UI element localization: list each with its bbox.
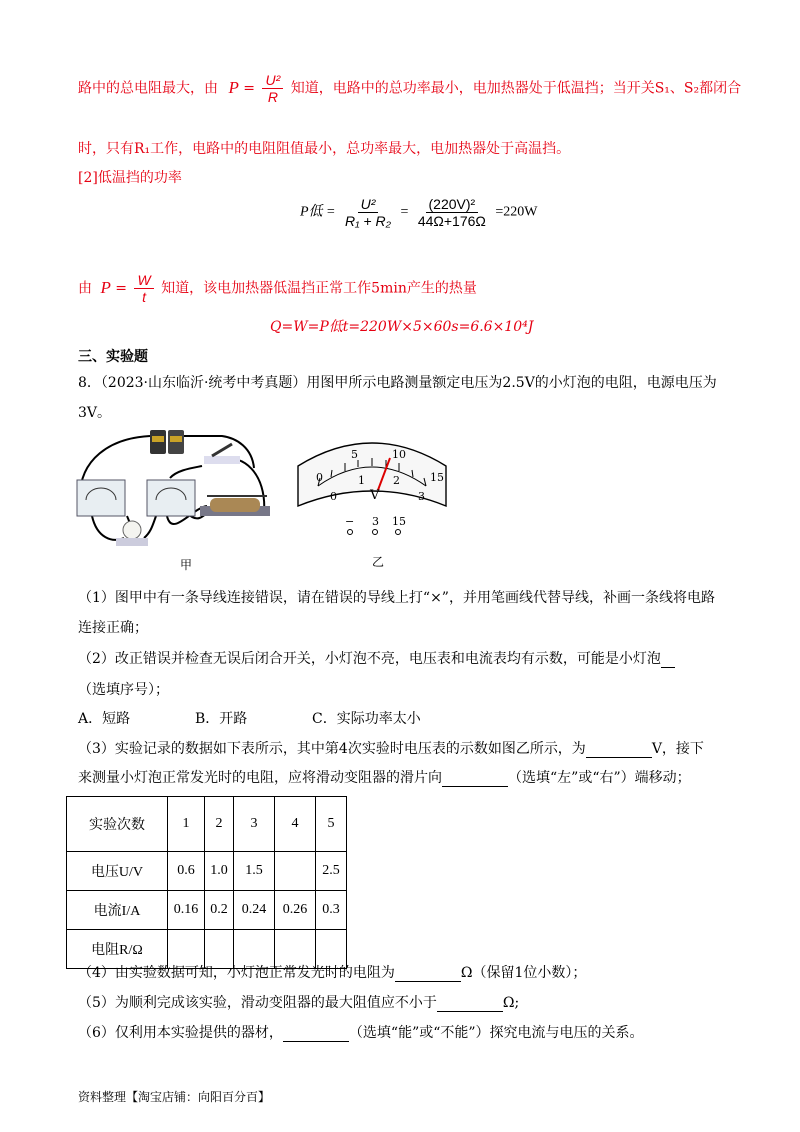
wire xyxy=(144,513,157,538)
answer-blank-q4[interactable] xyxy=(395,965,461,982)
q3-text: 来测量小灯泡正常发光时的电阻，应将滑动变阻器的滑片向 xyxy=(78,770,442,786)
equals-sign: = xyxy=(400,204,409,220)
fraction-u2-over-r xyxy=(262,72,283,105)
table-header-row xyxy=(67,797,347,852)
terminal-neg: − xyxy=(345,515,355,528)
answer-blank-q3-direction[interactable] xyxy=(442,770,508,787)
light-bulb xyxy=(116,521,148,546)
table-header-cell: 实验次数 xyxy=(67,797,168,852)
q2-text: （2）改正错误并检查无误后闭合开关，小灯泡不亮，电压表和电流表均有示数，可能是小灯泡 xyxy=(78,651,661,667)
inner-tick-2: 2 xyxy=(393,474,400,487)
power-lhs: P低 = xyxy=(300,204,336,220)
table-cell: 0.3 xyxy=(316,891,347,930)
q1-line-2: 连接正确； xyxy=(78,620,148,636)
table-cell: 电阻R/Ω xyxy=(67,930,168,969)
inner-tick-0: 0 xyxy=(330,490,337,503)
inner-tick-1: 1 xyxy=(358,474,365,487)
table-cell: 0.26 xyxy=(275,891,316,930)
terminal-3: 3 xyxy=(372,515,379,528)
terminal-15: 15 xyxy=(392,515,406,528)
q6-line xyxy=(78,1022,730,1042)
table-header-cell: 5 xyxy=(316,797,347,852)
equals-sign: = xyxy=(115,280,128,297)
table-row xyxy=(67,852,347,891)
q4-line xyxy=(78,962,730,982)
solution-text: 知道，电路中的总功率最小，电加热器处于低温挡；当开关S₁、S₂都闭合 xyxy=(290,80,742,97)
option-c: C．实际功率太小 xyxy=(312,711,421,727)
table-cell: 电流I/A xyxy=(67,891,168,930)
q5-text: （5）为顺利完成该实验，滑动变阻器的最大阻值应不小于 xyxy=(78,995,437,1011)
power-result: =220W xyxy=(495,204,538,220)
rheostat xyxy=(200,496,270,516)
data-table xyxy=(66,796,347,969)
answer-blank-q5[interactable] xyxy=(437,995,503,1012)
q5-text: Ω; xyxy=(502,995,520,1011)
outer-tick-15: 15 xyxy=(430,471,444,484)
fraction-numerator: U² xyxy=(262,72,283,89)
voltmeter-device xyxy=(147,480,195,516)
q1-line-1: （1）图甲中有一条导线连接错误，请在错误的导线上打“×”，并用笔画线代替导线，补画一条线将电路 xyxy=(78,590,715,606)
fraction-numerator: U² xyxy=(358,196,379,213)
solution-text: 路中的总电阻最大，由 xyxy=(78,80,218,97)
fraction-u2-over-r1r2 xyxy=(342,196,394,229)
outer-tick-0: 0 xyxy=(316,471,323,484)
q4-text: Ω（保留1位小数）； xyxy=(460,965,587,981)
fraction-numerator: (220V)² xyxy=(426,196,479,213)
solution-text: 由 xyxy=(78,280,92,297)
table-header-cell: 2 xyxy=(205,797,234,852)
outer-tick-5: 5 xyxy=(351,448,358,461)
answer-blank-q3-voltage[interactable] xyxy=(586,741,652,758)
table-cell: 1.5 xyxy=(234,852,275,891)
q2-line-1 xyxy=(78,648,730,668)
part2-label: [2]低温挡的功率 xyxy=(78,170,182,186)
solution-line-1 xyxy=(78,72,742,105)
switch xyxy=(204,444,240,464)
figure-b-label: 乙 xyxy=(372,555,385,569)
formula-p: P xyxy=(228,77,239,97)
voltmeter-unit: V xyxy=(370,488,380,503)
formula-p: P xyxy=(100,277,111,297)
table-header-cell: 4 xyxy=(275,797,316,852)
figure-a-label: 甲 xyxy=(180,558,193,572)
option-b: B．开路 xyxy=(195,711,248,727)
solution-text: 知道，该电加热器低温挡正常工作5min产生的热量 xyxy=(161,280,477,297)
fraction-denominator: t xyxy=(142,289,147,305)
power-formula xyxy=(300,196,538,229)
table-row xyxy=(67,891,347,930)
fraction-numeric xyxy=(415,196,489,229)
heat-line xyxy=(78,272,730,305)
answer-blank-q6[interactable] xyxy=(283,1025,349,1042)
equals-sign: = xyxy=(243,80,256,97)
q3-text: V，接下 xyxy=(651,741,704,757)
solution-line-2: 时，只有R₁工作，电路中的电阻阻值最小，总功率最大，电加热器处于高温挡。 xyxy=(78,141,571,157)
section-title: 三、实验题 xyxy=(78,349,148,365)
circuit-diagram xyxy=(72,428,282,553)
q6-text: （6）仅利用本实验提供的器材， xyxy=(78,1025,283,1041)
q3-line-1 xyxy=(78,738,730,758)
table-cell: 1.0 xyxy=(205,852,234,891)
footer: 资料整理【淘宝店铺：向阳百分百】 xyxy=(78,1090,271,1104)
outer-tick-10: 10 xyxy=(392,448,406,461)
wire xyxy=(92,516,124,540)
q5-line xyxy=(78,992,730,1012)
wire xyxy=(170,466,202,478)
table-cell: 0.2 xyxy=(205,891,234,930)
fraction-w-over-t xyxy=(134,272,153,305)
answer-blank-q2[interactable] xyxy=(661,651,675,668)
question-line-1: 8．（2023·山东临沂·统考中考真题）用图甲所示电路测量额定电压为2.5V的小灯泡的电阻，电源电压为 xyxy=(78,375,717,391)
table-cell: 0.6 xyxy=(168,852,205,891)
table-header-cell: 3 xyxy=(234,797,275,852)
ammeter xyxy=(77,480,125,516)
question-line-2: 3V。 xyxy=(78,405,112,421)
fraction-numerator: W xyxy=(134,272,153,289)
fraction-denominator: R₁ + R₂ xyxy=(345,213,391,229)
q2-line-2: （选填序号）； xyxy=(78,682,169,698)
fraction-denominator: 44Ω+176Ω xyxy=(417,213,486,229)
option-a: A．短路 xyxy=(78,711,131,727)
q3-line-2 xyxy=(78,767,730,787)
heat-calculation: Q=W=P低t=220W×5×60s=6.6×10⁴J xyxy=(270,319,534,335)
table-cell: 电压U/V xyxy=(67,852,168,891)
q3-text: （3）实验记录的数据如下表所示，其中第4次实验时电压表的示数如图乙所示，为 xyxy=(78,741,586,757)
inner-tick-3: 3 xyxy=(418,490,425,503)
table-cell: 0.24 xyxy=(234,891,275,930)
table-header-cell: 1 xyxy=(168,797,205,852)
table-cell: 0.16 xyxy=(168,891,205,930)
table-cell: 2.5 xyxy=(316,852,347,891)
battery xyxy=(150,430,184,454)
fraction-denominator: R xyxy=(267,89,278,105)
q3-text: （选填“左”或“右”）端移动； xyxy=(508,770,691,786)
q6-text: （选填“能”或“不能”）探究电流与电压的关系。 xyxy=(348,1025,644,1041)
table-cell[interactable] xyxy=(275,852,316,891)
q4-text: （4）由实验数据可知，小灯泡正常发光时的电阻为 xyxy=(78,965,395,981)
